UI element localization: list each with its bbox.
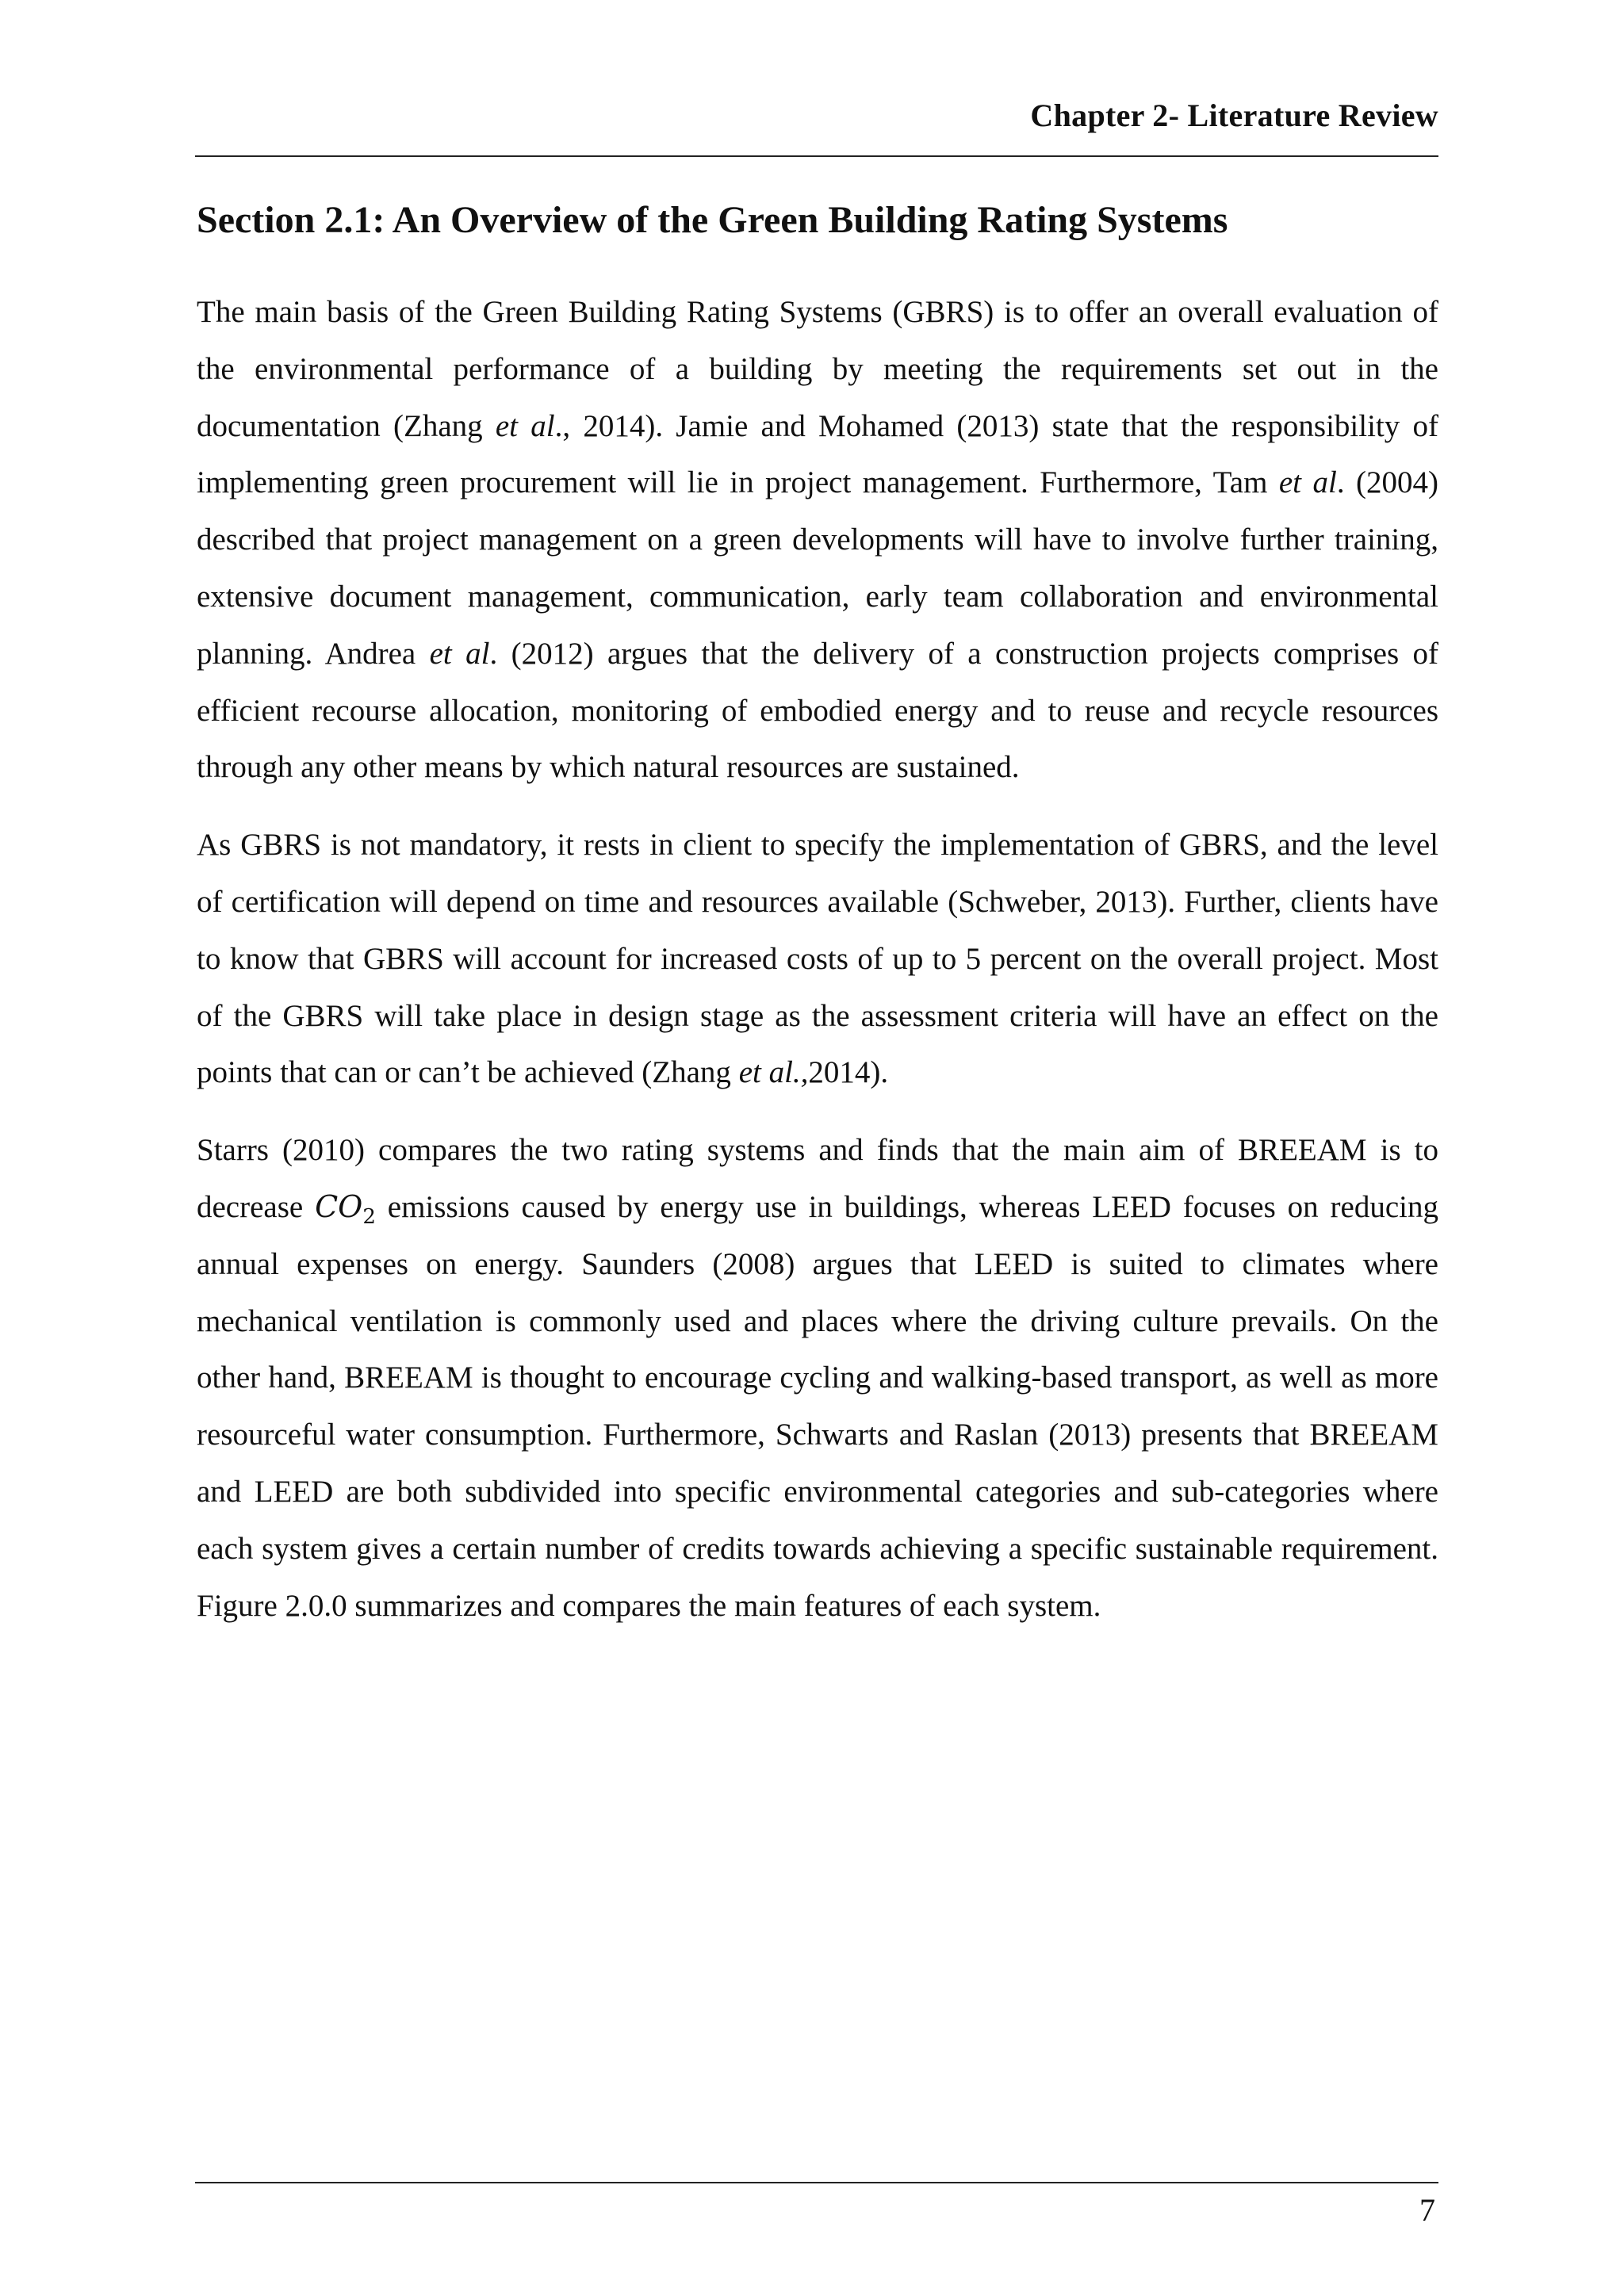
paragraph-3-text-1: Starrs (2010) compares the two rating systems and finds that the main aim of BREEAM is to decrease bbox=[197, 1133, 1438, 1224]
co2-formula bbox=[315, 1188, 376, 1229]
paragraph-1-italic-3: et al bbox=[429, 636, 490, 671]
paragraph-3 bbox=[197, 1122, 1438, 1634]
co2-formula-base: CO bbox=[315, 1188, 363, 1224]
co2-formula-subscript: 2 bbox=[362, 1204, 376, 1229]
paragraph-3-text-2: emissions caused by energy use in buildings, whereas LEED focuses on reducing annual expenses on energy. Saunders (2008) argues that LEED is suited to climates where mechanical ventilation is commonly used and places where the driving culture prevails. On the other hand, BREEAM is thought to encourage cycling and walking-based transport, as well as more resourceful water consumption. Furthermore, Schwarts and Raslan (2013) presents that BREEAM and LEED are both subdivided into specific environmental categories and sub-categories where each system gives a certain number of credits towards achieving a specific sustainable requirement. Figure 2.0.0 summarizes and compares the main features of each system. bbox=[197, 1189, 1438, 1623]
paragraph-2-text-1: As GBRS is not mandatory, it rests in client to specify the implementation of GBRS, and the level of certification will depend on time and resources available (Schweber, 2013). Further, clients have to know that GBRS will account for increased costs of up to 5 percent on the overall project. Most of the GBRS will take place in design stage as the assessment criteria will have an effect on the points that can or can’t be achieved (Zhang bbox=[197, 828, 1438, 1090]
paragraph-2-italic-1: et al., bbox=[738, 1055, 809, 1090]
paragraph-1 bbox=[197, 284, 1438, 796]
paragraph-1-text-2: ., 2014). Jamie and Mohamed (2013) state that the responsibility of implementing green procurement will lie in project management. Furthermore, Tam bbox=[197, 408, 1438, 500]
header-divider bbox=[195, 155, 1438, 157]
page-number: 7 bbox=[1419, 2192, 1435, 2228]
running-header: Chapter 2- Literature Review bbox=[1030, 98, 1438, 133]
paragraph-1-text-4: . (2012) argues that the delivery of a construction projects comprises of efficient recourse allocation, monitoring of embodied energy and to reuse and recycle resources through any other means by which natural resources are sustained. bbox=[197, 636, 1438, 785]
paragraph-1-text-1: The main basis of the Green Building Rating Systems (GBRS) is to offer an overall evaluation of the environmental performance of a building by meeting the requirements set out in the documentation (Zhang bbox=[197, 295, 1438, 443]
paragraph-1-italic-1: et al bbox=[495, 408, 555, 443]
paragraph-2 bbox=[197, 817, 1438, 1101]
footer-divider bbox=[195, 2182, 1438, 2183]
paragraph-2-text-2: 2014). bbox=[808, 1055, 889, 1090]
paragraph-1-italic-2: et al bbox=[1278, 465, 1337, 500]
paragraph-1-text-3: . (2004) described that project management on a green developments will have to involve further training, extensive document management, communication, early team collaboration and environmental planning. Andrea bbox=[197, 465, 1438, 671]
body-text bbox=[197, 284, 1438, 1655]
section-title: Section 2.1: An Overview of the Green Building Rating Systems bbox=[197, 199, 1228, 241]
